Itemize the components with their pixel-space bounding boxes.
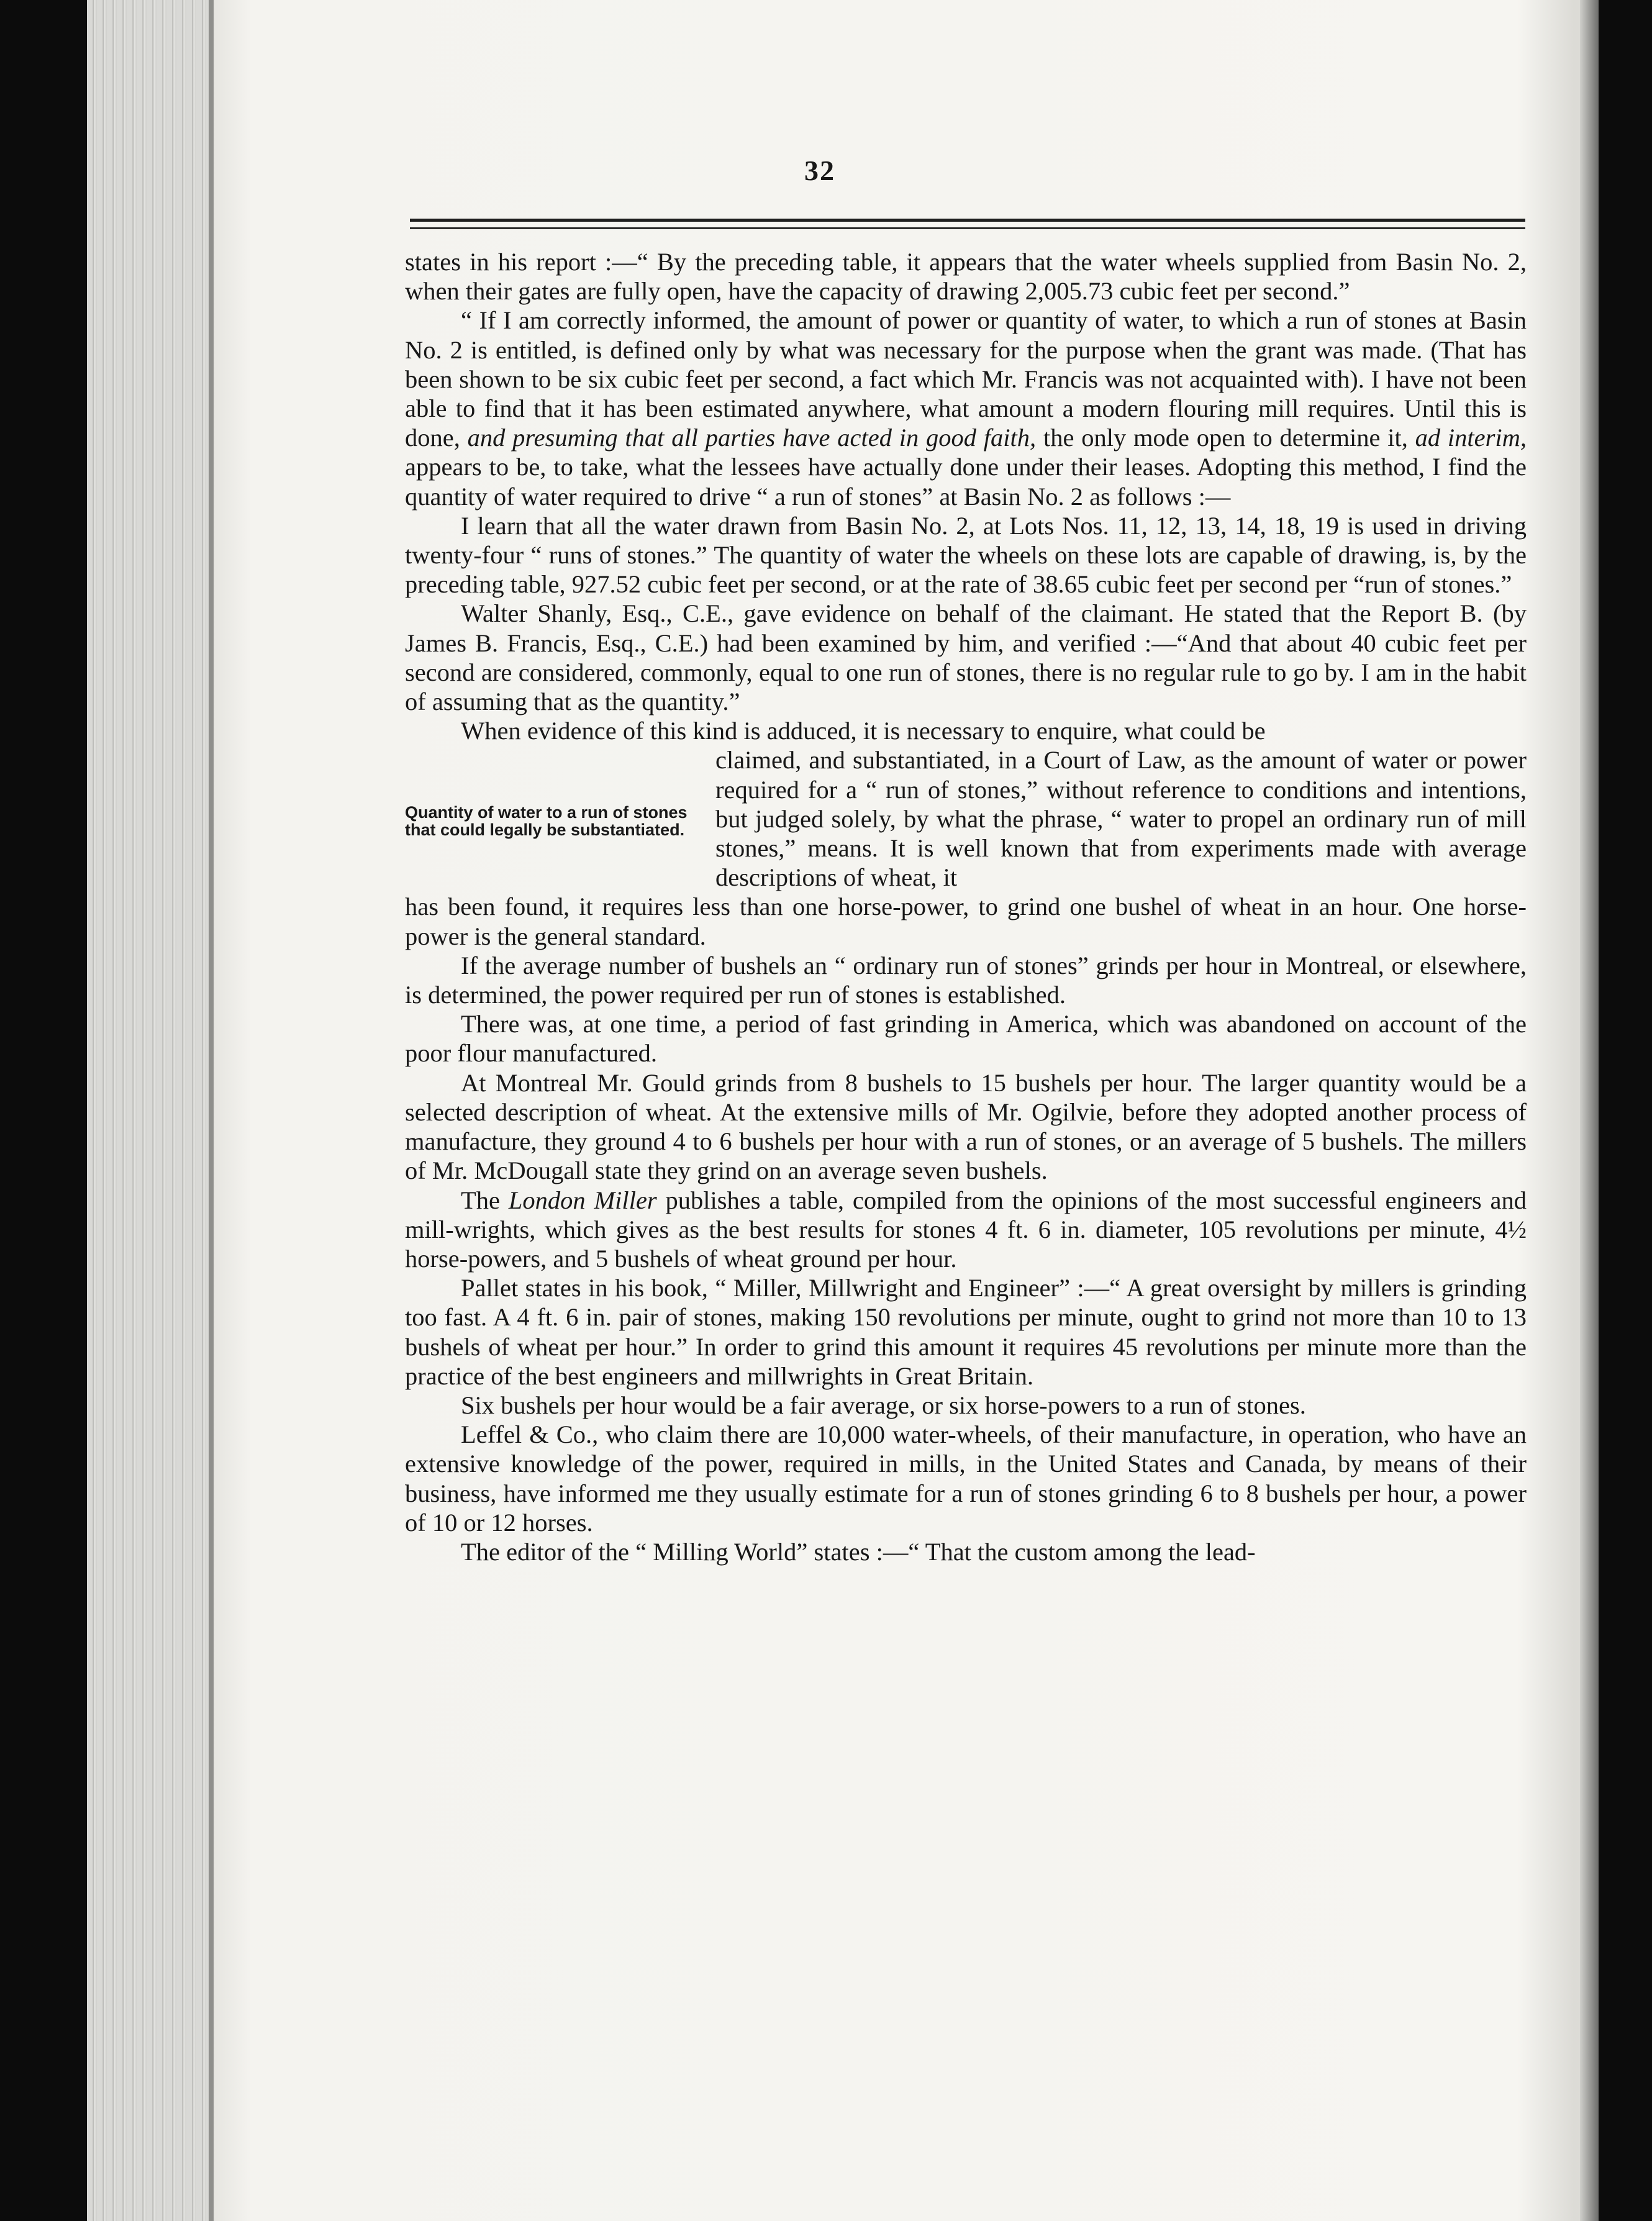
paragraph-12: Leffel & Co., who claim there are 10,000 water-wheels, of their manufacture, in operation, who have an extensive knowledge of the power, required in mills, in the United States and Canada, by means of their business, have informed me they usually estimate for a run of stones grinding 6 to 8 bushels per hour, a power of 10 or 12 horses.: [405, 1420, 1527, 1537]
scan-background-right: [1599, 0, 1652, 2221]
paragraph-2-part-c: appears to be, to take, what the lessees have actually done under their leases. Adopting this method, I find the quantity of water required to drive “ a run of stones” at Basin No. 2 as follows :—: [405, 453, 1527, 511]
paragraph-8: At Montreal Mr. Gould grinds from 8 bushels to 15 bushels per hour. The larger quantity would be a selected description of wheat. At the extensive mills of Mr. Ogilvie, before they adopted another process of manufacture, they ground 4 to 6 bushels per hour with a run of stones, or an average of 5 bushels. The millers of Mr. McDougall state they grind on an average seven bushels.: [405, 1068, 1527, 1185]
binding-shadow-left: [0, 0, 87, 2221]
page-right-shadow: [1580, 0, 1599, 2221]
paragraph-9-pre: The: [461, 1186, 500, 1214]
paragraph-2-part-b: the only mode open to determine it,: [1043, 424, 1408, 452]
header-rule-thick: [410, 219, 1525, 222]
header-rule-thin: [410, 227, 1525, 229]
marginal-note-block: [405, 745, 1527, 892]
page-stack-border: [209, 0, 214, 2221]
paragraph-3: I learn that all the water drawn from Basin No. 2, at Lots Nos. 11, 12, 13, 14, 18, 19 is used in driving twenty-four “ runs of stones.” The quantity of water the wheels on these lots are capable of drawing, is, by the preceding table, 927.52 cubic feet per second, or at the rate of 38.65 cubic feet per second per “run of stones.”: [405, 511, 1527, 599]
paragraph-10: Pallet states in his book, “ Miller, Millwright and Engineer” :—“ A great oversight by millers is grinding too fast. A 4 ft. 6 in. pair of stones, making 150 revolutions per minute, ought to grind not more than 10 to 13 bushels of wheat per hour.” In order to grind this amount it requires 45 revolutions per minute more than the practice of the best engineers and millwrights in Great Britain.: [405, 1274, 1527, 1390]
paragraph-5-continuation: has been found, it requires less than one horse-power, to grind one bushel of wheat in an hour. One horse-power is the general standard.: [405, 892, 1527, 950]
marginal-note: Quantity of water to a run of stones that could legally be substantiated.: [405, 803, 688, 840]
paragraph-11: Six bushels per hour would be a fair average, or six horse-powers to a run of stones.: [461, 1391, 1306, 1419]
paragraph-4: Walter Shanly, Esq., C.E., gave evidence on behalf of the claimant. He stated that the Report B. (by James B. Francis, Esq., C.E.) had been examined by him, and verified :—“And that about 40 cubic feet per second are considered, commonly, equal to one run of stones, there is no regular rule to go by. I am in the habit of assuming that as the quantity.”: [405, 599, 1527, 716]
paragraph-6: If the average number of bushels an “ ordinary run of stones” grinds per hour in Montreal, or elsewhere, is determined, the power required per run of stones is established.: [405, 951, 1527, 1009]
paragraph-5-narrow-column: [405, 745, 1527, 892]
paragraph-9-italic: London Miller: [508, 1186, 657, 1214]
paragraph-5-narrow-text: claimed, and substantiated, in a Court of Law, as the amount of water or power required for a “ run of stones,” without reference to conditions and intentions, but judged solely, by what the phrase, “ water to propel an ordinary run of mill stones,” means. It is well known that from experiments made with average descriptions of wheat, it: [715, 746, 1527, 892]
paragraph-9-post: publishes a table, compiled from the opinions of the most successful engineers and mill-wrights, which gives as the best results for stones 4 ft. 6 in. diameter, 105 revolutions per minute, 4½ horse-powers, and 5 bushels of wheat ground per hour.: [405, 1186, 1527, 1273]
paragraph-1: states in his report :—“ By the preceding table, it appears that the water wheels supplied from Basin No. 2, when their gates are fully open, have the capacity of drawing 2,005.73 cubic feet per second.”: [405, 248, 1527, 306]
paragraph-2: [405, 306, 1527, 511]
body-text: [405, 247, 1527, 1566]
page-number: 32: [804, 155, 835, 186]
page-stack-edges: [87, 0, 211, 2221]
paragraph-7: There was, at one time, a period of fast grinding in America, which was abandoned on account of the poor flour manufactured.: [405, 1010, 1527, 1068]
paragraph-13: The editor of the “ Milling World” states :—“ That the custom among the lead-: [461, 1537, 1256, 1566]
paragraph-2-italic-1: and presuming that all parties have acted in good faith,: [467, 424, 1037, 452]
paragraph-2-part-a: “ If I am correctly informed, the amount of power or quantity of water, to which a run of stones at Basin No. 2 is entitled, is defined only by what was necessary for the purpose when the grant was made. (That has been shown to be six cubic feet per second, a fact which Mr. Francis was not acquainted with). I have not been able to find that it has been estimated anywhere, what amount a modern flouring mill requires. Until this is done,: [405, 306, 1527, 452]
paragraph-9: [405, 1186, 1527, 1274]
paragraph-2-italic-2: ad interim,: [1415, 424, 1527, 452]
paragraph-5-first-line: When evidence of this kind is adduced, it is necessary to enquire, what could be: [461, 717, 1266, 745]
